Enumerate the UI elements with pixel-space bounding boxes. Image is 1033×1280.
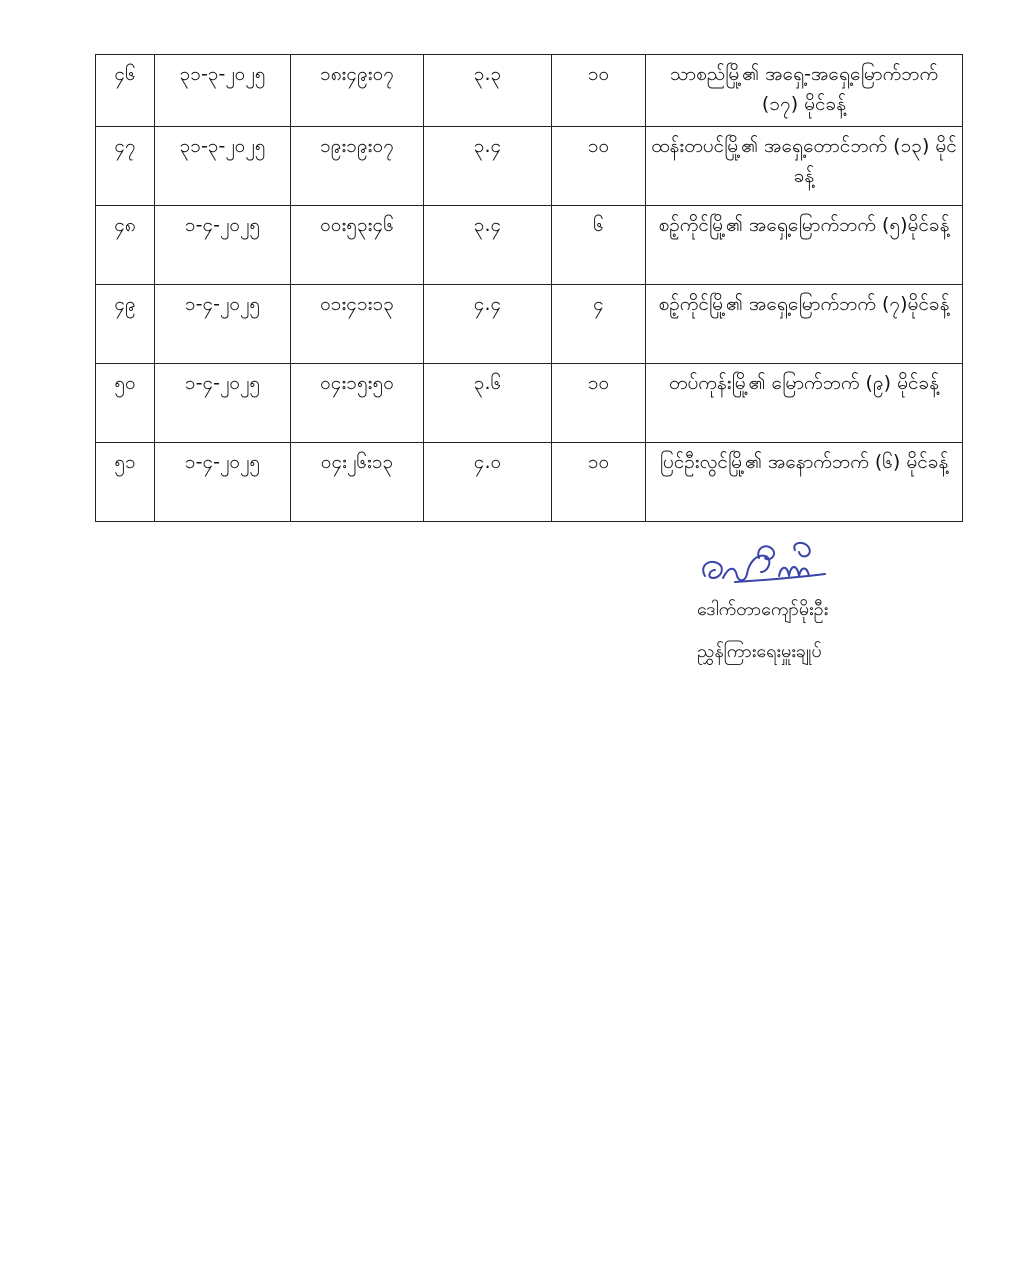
time-cell: ၁၉း၁၉း၀၇	[291, 127, 424, 206]
location-cell: သာစည်မြို့၏ အရှေ့-အရှေ့မြောက်ဘက် (၁၇) မိုင်ခန့်	[646, 55, 963, 127]
magnitude-cell: ၄.၀	[424, 443, 552, 522]
date-cell: ၃၁-၃-၂၀၂၅	[155, 55, 291, 127]
row-number-cell: ၄၈	[96, 206, 155, 285]
date-cell: ၁-၄-၂၀၂၅	[155, 206, 291, 285]
depth-cell: ၆	[552, 206, 646, 285]
depth-cell: ၁၀	[552, 127, 646, 206]
time-cell: ၀၄း၁၅း၅၀	[291, 364, 424, 443]
table-row	[96, 55, 963, 127]
date-cell: ၃၁-၃-၂၀၂၅	[155, 127, 291, 206]
time-cell: ၀၁း၄၁း၁၃	[291, 285, 424, 364]
depth-cell: ၄	[552, 285, 646, 364]
location-cell: စဉ့်ကိုင်မြို့၏ အရှေ့မြောက်ဘက် (၅)မိုင်ခန့်	[646, 206, 963, 285]
magnitude-cell: ၃.၆	[424, 364, 552, 443]
table-row	[96, 127, 963, 206]
location-cell: ထန်းတပင်မြို့၏ အရှေ့တောင်ဘက် (၁၃) မိုင်ခန့်	[646, 127, 963, 206]
time-cell: ၀၄း၂၆း၁၃	[291, 443, 424, 522]
signatory-name: ဒေါက်တာကျော်မိုးဦး	[697, 599, 829, 620]
magnitude-cell: ၃.၄	[424, 127, 552, 206]
location-cell: စဉ့်ကိုင်မြို့၏ အရှေ့မြောက်ဘက် (၇)မိုင်ခန့်	[646, 285, 963, 364]
row-number-cell: ၄၆	[96, 55, 155, 127]
location-cell: ပြင်ဦးလွင်မြို့၏ အနောက်ဘက် (၆) မိုင်ခန့်	[646, 443, 963, 522]
magnitude-cell: ၃.၃	[424, 55, 552, 127]
row-number-cell: ၅၁	[96, 443, 155, 522]
location-cell: တပ်ကုန်းမြို့၏ မြောက်ဘက် (၉) မိုင်ခန့်	[646, 364, 963, 443]
date-cell: ၁-၄-၂၀၂၅	[155, 443, 291, 522]
date-cell: ၁-၄-၂၀၂၅	[155, 364, 291, 443]
time-cell: ၀၀း၅၃း၄၆	[291, 206, 424, 285]
table-row	[96, 443, 963, 522]
table-row	[96, 364, 963, 443]
depth-cell: ၁၀	[552, 364, 646, 443]
row-number-cell: ၄၉	[96, 285, 155, 364]
date-cell: ၁-၄-၂၀၂၅	[155, 285, 291, 364]
time-cell: ၁၈း၄၉း၀၇	[291, 55, 424, 127]
handwritten-signature	[695, 536, 835, 596]
depth-cell: ၁၀	[552, 443, 646, 522]
signatory-title: ညွှန်ကြားရေးမှူးချုပ်	[697, 641, 822, 662]
magnitude-cell: ၄.၄	[424, 285, 552, 364]
row-number-cell: ၄၇	[96, 127, 155, 206]
depth-cell: ၁၀	[552, 55, 646, 127]
magnitude-cell: ၃.၄	[424, 206, 552, 285]
row-number-cell: ၅၀	[96, 364, 155, 443]
table-row	[96, 206, 963, 285]
table-row	[96, 285, 963, 364]
earthquake-table	[95, 54, 963, 522]
